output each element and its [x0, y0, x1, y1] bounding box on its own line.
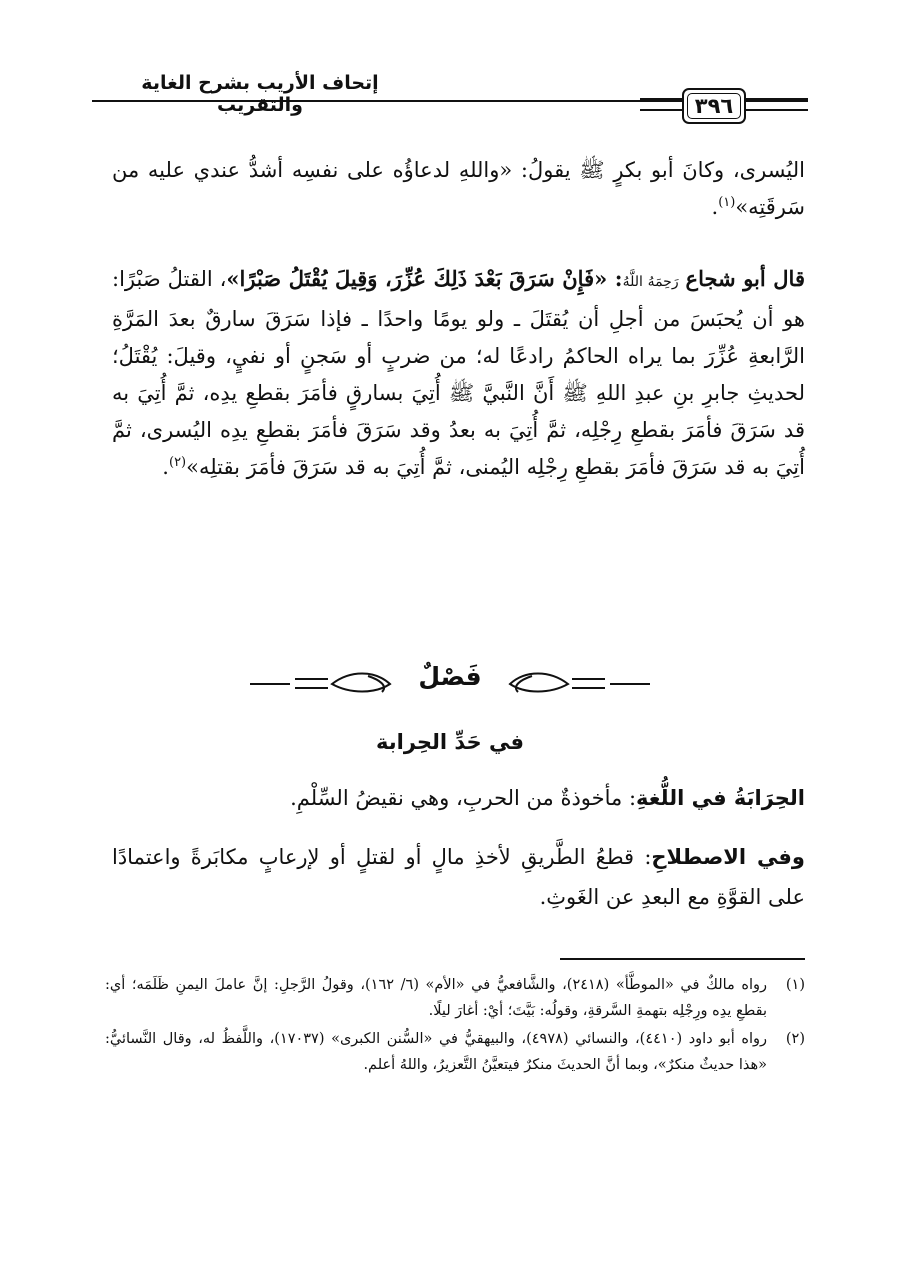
definition-linguistic: [112, 778, 805, 818]
footnotes: [105, 972, 805, 1080]
footnote-ref-2: (٢): [168, 455, 187, 470]
section-title: فَصْلٌ: [418, 662, 482, 691]
footnote-item: [105, 1026, 805, 1078]
footnote-rule: [560, 958, 805, 960]
commentary-text: ، القتلُ صَبْرًا: هو أن يُحبَسَ من أجلِ أن يُقتَلَ ـ ولو يومًا واحدًا ـ فإذا سَرَقَ سارقٌ بعدَ المَرَّةِ الرَّابعةِ عُزِّرَ بما يراه الحاكمُ رادعًا له؛ من ضربٍ أو سَجنٍ أو نفيٍ، وقيلَ: يُقْتَلُ؛ لحديثِ جابرِ بنِ عبدِ اللهِ ﷺ أَنَّ النَّبيَّ ﷺ أُتِيَ بسارقٍ فأمَرَ بقطعِ يدِه، ثمَّ أُتِيَ به قد سَرَقَ فأمَرَ بقطعِ رِجْلِه، ثمَّ أُتِيَ به بعدُ وقد سَرَقَ فأمَرَ بقطعِ يدِه اليُسرى، ثمَّ أُتِيَ به قد سَرَقَ فأمَرَ بقطعِ رِجْلِه اليُمنى، ثمَّ أُتِيَ به قد سَرَقَ فأمَرَ بقتلِه»: [112, 267, 805, 479]
definition-term: الحِرَابَةُ في اللُّغةِ: [636, 786, 805, 810]
footnote-number: (١): [785, 977, 805, 993]
footnote-ref-1: (١): [718, 195, 736, 210]
page-number: ٣٩٦: [682, 88, 746, 124]
footnote-text: رواه أبو داود (٤٤١٠)، والنسائي (٤٩٧٨)، والبيهقيُّ في «السُّنن الكبرى» (١٧٠٣٧)، واللَّفظُ له، وقال النَّسائيُّ: «هذا حديثٌ منكرٌ»، وبما أنَّ الحديثَ منكرٌ فيتعيَّنُ التَّعزيرُ، واللهُ أعلم.: [105, 1031, 767, 1073]
author-attribution: قال أبو شجاع: [685, 266, 805, 291]
page-number-ornament-left: [640, 98, 684, 111]
paragraph-2: قال أبو شجاع رَحِمَهُ اللَّهُ: «فَإِنْ سَرَقَ بَعْدَ ذَلِكَ عُزِّرَ، وَقِيلَ يُقْتَلُ صَبْرًا»، القتلُ صَبْرًا: هو أن يُحبَسَ من أجلِ أن يُقتَلَ ـ ولو يومًا واحدًا ـ فإذا سَرَقَ سارقٌ بعدَ المَرَّةِ الرَّابعةِ عُزِّرَ بما يراه الحاكمُ رادعًا له؛ من ضربٍ أو سَجنٍ أو نفيٍ، وقيلَ: يُقْتَلُ؛ لحديثِ جابرِ بنِ عبدِ اللهِ ﷺ أَنَّ النَّبيَّ ﷺ أُتِيَ بسارقٍ فأمَرَ بقطعِ يدِه، ثمَّ أُتِيَ به قد سَرَقَ فأمَرَ بقطعِ رِجْلِه، ثمَّ أُتِيَ به بعدُ وقد سَرَقَ فأمَرَ بقطعِ يدِه اليُسرى، ثمَّ أُتِيَ به قد سَرَقَ فأمَرَ بقطعِ رِجْلِه اليُمنى، ثمَّ أُتِيَ به قد سَرَقَ فأمَرَ بقتلِه»$^{(٢)}$.: [112, 266, 805, 479]
definition-text: : مأخوذةٌ من الحربِ، وهي نقيضُ السِّلْمِ.: [290, 786, 637, 810]
definition-term: وفي الاصطلاحِ: [651, 845, 805, 869]
definition-text: : قطعُ الطَّريقِ لأخذِ مالٍ أو لقتلٍ أو لإرعابٍ مكابَرةً واعتمادًا على القوَّةِ مع البعدِ عن الغَوثِ.: [112, 845, 805, 909]
paragraph-1-text: اليُسرى، وكانَ أبو بكرٍ ﷺ يقولُ: «واللهِ لدعاؤُه على نفسِه أشدُّ عندي عليه من سَرقَتِه»: [112, 158, 805, 219]
matn-quote: : «فَإِنْ سَرَقَ بَعْدَ ذَلِكَ عُزِّرَ، وَقِيلَ يُقْتَلُ صَبْرًا»: [226, 266, 623, 291]
definition-technical: [112, 837, 805, 917]
footnote-number: (٢): [785, 1031, 805, 1047]
page-number-ornament-right: [746, 98, 808, 111]
honorific: رَحِمَهُ اللَّهُ: [622, 274, 679, 290]
footnote-item: [105, 972, 805, 1024]
section-subtitle: في حَدِّ الحِرابة: [376, 730, 524, 754]
footnote-text: رواه مالكٌ في «الموطَّأ» (٢٤١٨)، والشَّافعيُّ في «الأم» (٦/ ١٦٢)، وقولُ الرَّجلِ: إنَّ عاملَ اليمنِ ظَلَمَه؛ أي: بقطعِ يدِه ورِجْلِه بتهمةِ السَّرقةِ، وقولُه: بَيَّتَ؛ أيْ: أغارَ ليلًا.: [105, 977, 768, 1019]
running-title: إتحاف الأريب بشرح الغاية والتقريب: [141, 72, 379, 116]
paragraph-1: اليُسرى، وكانَ أبو بكرٍ ﷺ يقولُ: «واللهِ لدعاؤُه على نفسِه أشدُّ عندي عليه من سَرقَتِه»$^{(١)}$.: [112, 158, 805, 219]
